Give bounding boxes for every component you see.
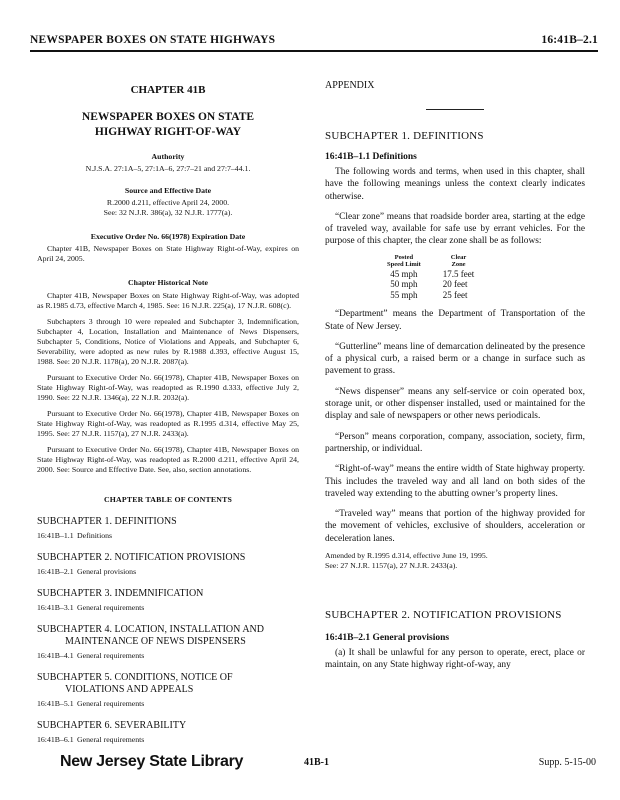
definition-person: “Person” means corporation, company, association, society, firm, partnership, or individual. <box>325 431 585 454</box>
table-row: 50 mph 20 feet <box>390 279 468 290</box>
toc-entry[interactable]: 16:41B–5.1 General requirements <box>37 699 145 708</box>
toc-item <box>37 516 299 540</box>
header-rule <box>30 50 598 52</box>
toc-heading: CHAPTER TABLE OF CONTENTS <box>103 495 233 504</box>
subchapter-2-heading: SUBCHAPTER 2. NOTIFICATION PROVISIONS <box>325 609 562 622</box>
toc-entry[interactable]: 16:41B–2.1 General provisions <box>37 567 137 576</box>
supplement-date: Supp. 5-15-00 <box>538 757 596 768</box>
toc-entry[interactable]: 16:41B–4.1 General requirements <box>37 651 145 660</box>
section-definitions-heading: 16:41B–1.1 Definitions <box>325 152 417 162</box>
amendment-line-1: Amended by R.1995 d.314, effective June 19, 1995. <box>325 551 488 561</box>
section-divider <box>426 109 484 110</box>
historical-note-p4: Pursuant to Executive Order No. 66(1978), Chapter 41B, Newspaper Boxes on State Highway Right-of-Way, was readopted as R.1995 d.314, effective May 25, 1995. See: 27 N.J.R. 1157(a), 27 N.J.R. 2433(a). <box>37 409 299 438</box>
historical-note-p5: Pursuant to Executive Order No. 66(1978), Chapter 41B, Newspaper Boxes on State Highway Right-of-Way, was readopted as R.2000 d.211, effective April 24, 2000. See: Source and Effective Date. See, also, section annotations. <box>37 445 299 474</box>
definition-clear-zone: “Clear zone” means that roadside border area, starting at the edge of traveled way, available for safe use by errant vehicles. For the purpose of this chapter, the clear zone shall be as follows: <box>325 211 585 247</box>
amendment-note <box>325 551 585 571</box>
historical-note-p1: Chapter 41B, Newspaper Boxes on State Highway Right-of-Way, was adopted as R.1985 d.73, effective March 4, 1985. See: 16 N.J.R. 225(a), 17 N.J.R. 608(c). <box>37 291 299 310</box>
toc-entry[interactable]: 16:41B–6.1 General requirements <box>37 735 145 744</box>
definition-traveled-way: “Traveled way” means that portion of the highway provided for the movement of vehicles, exclusive of shoulders, acceleration or deceleration lanes. <box>325 509 585 544</box>
toc-item <box>37 588 299 612</box>
exec-order-text: Chapter 41B, Newspaper Boxes on State Highway Right-of-Way, expires on April 24, 2005. <box>37 244 299 263</box>
toc-subchapter[interactable]: SUBCHAPTER 6. SEVERABILITY <box>37 720 187 731</box>
historical-note-heading: Chapter Historical Note <box>128 278 208 287</box>
chapter-title-line-2: HIGHWAY RIGHT-OF-WAY <box>94 126 242 138</box>
source-line-2: See: 32 N.J.R. 386(a), 32 N.J.R. 1777(a). <box>103 208 233 217</box>
toc-subchapter[interactable]: SUBCHAPTER 2. NOTIFICATION PROVISIONS <box>37 552 246 563</box>
toc-subchapter[interactable]: SUBCHAPTER 1. DEFINITIONS <box>37 516 177 527</box>
clear-zone-table <box>387 254 496 301</box>
historical-note-p3: Pursuant to Executive Order No. 66(1978), Chapter 41B, Newspaper Boxes on State Highway Right-of-Way, was readopted as R.1990 d.333, effective July 2, 1990. See: 22 N.J.R. 1346(a), 22 N.J.R. 2032(a). <box>37 373 299 402</box>
left-column <box>37 80 299 744</box>
definition-right-of-way: “Right-of-way” means the entire width of State highway property. This includes the traveled way and all land on both sides of the traveled way extending to the abutting owner’s property lines. <box>325 464 585 499</box>
toc-entry[interactable]: 16:41B–1.1 Definitions <box>37 531 113 540</box>
historical-note-p2: Subchapters 3 through 10 were repealed and Subchapter 3, Indemnification, Subchapter 4, Location, Installation and Maintenance of News Dispensers, Subchapter 5, Conditions, Notice of Violations and Appeals, and Subchapter 6, Severability, were adopted as new rules by R.1988 d.393, effective August 15, 1988. See: 20 N.J.R. 1178(a), 20 N.J.R. 2087(a). <box>37 317 299 366</box>
definition-gutterline: “Gutterline” means line of demarcation delineated by the presence of a physical curb, a raised berm or a change in surface such as pavement to grass. <box>325 341 585 377</box>
appendix-label: APPENDIX <box>325 80 375 91</box>
library-logo: New Jersey State Library <box>60 753 244 770</box>
chapter-title <box>37 110 299 140</box>
toc-subchapter[interactable]: SUBCHAPTER 5. CONDITIONS, NOTICE OF VIOLATIONS AND APPEALS <box>37 672 233 695</box>
section-general-provisions-heading: 16:41B–2.1 General provisions <box>325 633 450 644</box>
amendment-line-2: See: 27 N.J.R. 1157(a), 27 N.J.R. 2433(a). <box>325 561 458 571</box>
definitions-intro: The following words and terms, when used in this chapter, shall have the following meanings unless the context clearly indicates otherwise. <box>325 167 585 202</box>
definition-department: “Department” means the Department of Transportation of the State of New Jersey. <box>325 309 585 332</box>
authority-text: N.J.S.A. 27:1A–5, 27:1A–6, 27:7–21 and 27:7–44.1. <box>85 164 251 173</box>
toc-item <box>37 552 299 576</box>
table-row: 45 mph 17.5 feet <box>390 268 475 279</box>
table-header-speed: Posted Speed Limit <box>387 253 421 268</box>
source-line-1: R.2000 d.211, effective April 24, 2000. <box>106 198 230 207</box>
toc-item <box>37 720 299 744</box>
page-number: 41B-1 <box>304 757 329 768</box>
page-footer <box>30 755 598 775</box>
toc-entry[interactable]: 16:41B–3.1 General requirements <box>37 603 145 612</box>
header-title: NEWSPAPER BOXES ON STATE HIGHWAYS <box>30 34 276 46</box>
subchapter-1-heading: SUBCHAPTER 1. DEFINITIONS <box>325 130 484 142</box>
source-heading: Source and Effective Date <box>124 186 212 195</box>
authority-heading: Authority <box>151 152 185 161</box>
toc-subchapter[interactable]: SUBCHAPTER 4. LOCATION, INSTALLATION AND MAINTENANCE OF NEWS DISPENSERS <box>37 624 264 647</box>
toc-item <box>37 672 299 708</box>
table-header-zone: Clear Zone <box>450 253 467 268</box>
toc-item <box>37 624 299 660</box>
header-section-number: 16:41B–2.1 <box>541 34 598 46</box>
general-provisions-text: (a) It shall be unlawful for any person to operate, erect, place or maintain, on any State highway right-of-way, any <box>325 648 585 671</box>
chapter-title-line-1: NEWSPAPER BOXES ON STATE <box>81 111 255 123</box>
running-header <box>30 34 598 50</box>
chapter-number: CHAPTER 41B <box>130 84 206 96</box>
table-of-contents <box>37 516 299 744</box>
table-row: 55 mph 25 feet <box>390 289 468 300</box>
toc-subchapter[interactable]: SUBCHAPTER 3. INDEMNIFICATION <box>37 588 204 599</box>
right-column <box>325 80 585 672</box>
exec-order-heading: Executive Order No. 66(1978) Expiration Date <box>90 232 246 241</box>
definition-news-dispenser: “News dispenser” means any self-service or coin operated box, storage unit, or other dispenser installed, used or maintained for the display and sale of newspapers or other news periodicals. <box>325 386 585 422</box>
